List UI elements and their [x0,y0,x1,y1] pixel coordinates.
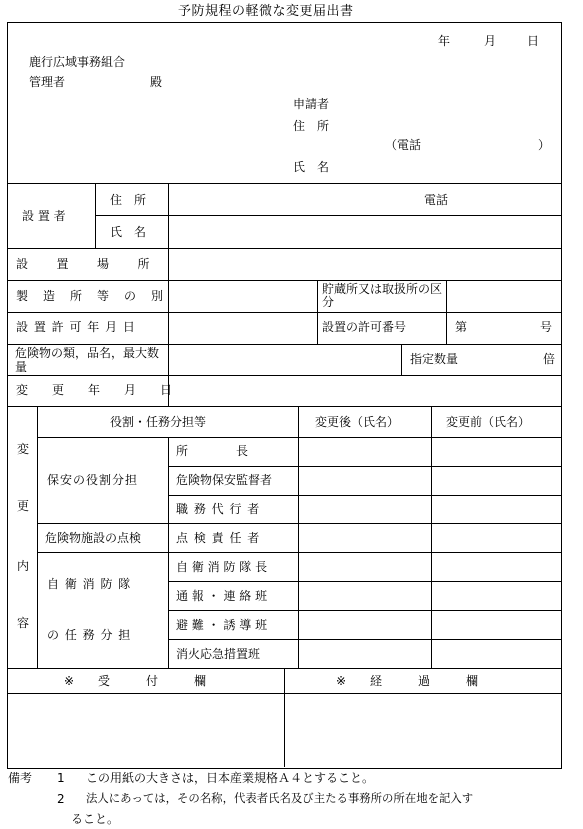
rule [168,437,169,668]
owner-label: 設 置 者 [22,209,66,223]
owner-name-label: 氏 名 [110,225,147,239]
date-month: 月 [484,34,497,48]
col-before-header: 変更前（氏名） [446,415,531,429]
permit-number-label: 設置の許可番号 [322,320,407,334]
role-evacuation: 避 難 ・ 誘 導 班 [176,618,268,632]
change-date-label: 変 更 年 月 日 [16,383,173,397]
side-label-char: 内 [17,559,30,573]
side-label-char: 容 [17,616,30,630]
col-after-header: 変更後（氏名） [315,415,400,429]
addressee-title: 管理者 [29,75,66,89]
note-2-number: 2 [57,792,65,806]
location-label: 設 置 場 所 [16,257,152,271]
group-safety-label: 保安の役割分担 [47,473,139,487]
date-day: 日 [527,34,540,48]
rule [298,406,299,668]
rule [37,523,561,524]
rule [95,215,561,216]
addressee-org: 鹿行広域事務組合 [29,55,126,69]
rule [37,437,561,438]
rule [168,639,561,640]
notes-label: 備考 [8,771,33,785]
rule [401,344,402,375]
date-year: 年 [438,34,451,48]
rule [7,312,561,313]
group-firefighting-label-1: 自 衛 消 防 隊 [47,577,132,591]
rule [37,406,38,668]
rule [7,344,561,345]
permit-date-label: 設 置 許 可 年 月 日 [16,320,136,334]
rule [317,280,318,344]
role-supervisor: 危険物保安監督者 [176,473,273,487]
owner-address-label: 住 所 [110,193,147,207]
rule [168,495,561,496]
rule [168,610,561,611]
rule [7,248,561,249]
note-1-text: この用紙の大きさは，日本産業規格Ａ４とすること。 [86,771,375,785]
rule [446,280,447,344]
rule [7,375,561,376]
role-director: 所 長 [176,444,249,458]
group-firefighting-label-2: の 任 務 分 担 [47,628,132,642]
role-deputy: 職 務 代 行 者 [176,502,261,516]
rule [284,668,285,767]
addressee-honorific: 殿 [150,75,163,89]
role-inspector: 点 検 責 任 者 [176,531,261,545]
rule [95,183,96,248]
designated-qty-unit: 倍 [543,352,556,366]
group-inspection-label: 危険物施設の点検 [45,531,142,545]
rule [168,466,561,467]
facility-type-label: 製 造 所 等 の 別 [16,289,165,303]
note-2-text: 法人にあっては，その名称，代表者氏名及び主たる事務所の所在地を記入す [86,791,474,805]
form-title: 予防規程の軽微な変更届出書 [178,4,354,19]
progress-header: ※ 経 過 欄 [336,674,479,688]
applicant-phone-open: （電話 [385,138,422,152]
rule [168,581,561,582]
owner-phone-label: 電話 [424,193,449,207]
applicant-phone-close: ） [538,138,551,152]
rule [7,183,561,184]
note-2-text-continued: ること。 [71,812,120,826]
side-label-char: 更 [17,499,30,513]
reception-header: ※ 受 付 欄 [64,674,207,688]
rule [168,183,169,406]
note-1-number: 1 [57,771,65,785]
role-fire-chief: 自 衛 消 防 隊 長 [176,560,268,574]
col-role-header: 役割・任務分担等 [110,415,207,429]
applicant-name-label: 氏 名 [293,160,330,174]
hazmat-label: 危険物の類，品名，最大数量 [15,346,160,374]
storage-type-label: 貯蔵所又は取扱所の区分 [322,282,443,309]
rule [7,406,561,407]
applicant-label: 申請者 [293,97,330,111]
rule [7,280,561,281]
permit-number-suffix: 号 [540,320,553,334]
applicant-address-label: 住 所 [293,119,330,133]
rule [431,406,432,668]
role-reporting: 通 報 ・ 連 絡 班 [176,589,268,603]
permit-number-prefix: 第 [455,320,468,334]
rule [37,552,561,553]
designated-qty-label: 指定数量 [410,352,459,366]
role-firstaid: 消火応急措置班 [176,647,261,661]
side-label-char: 変 [17,442,30,456]
